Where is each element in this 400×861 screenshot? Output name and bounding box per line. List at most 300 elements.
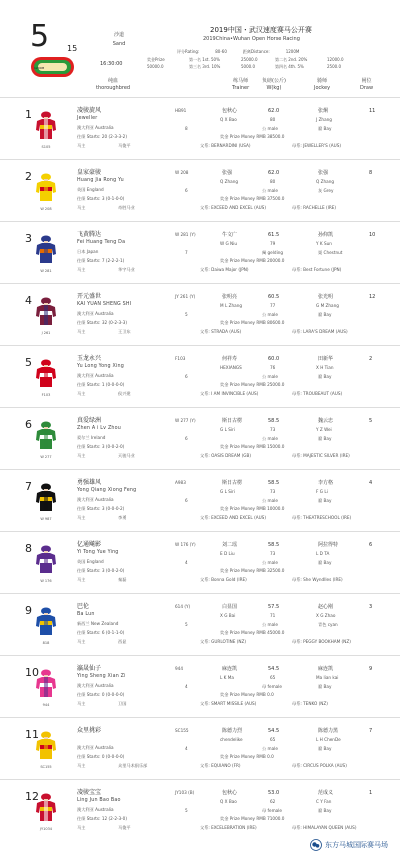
origin: 澳大利亚 Australia	[77, 745, 114, 750]
trainer-cn: 何祥寿	[222, 356, 238, 362]
sex: 阉 gelding	[262, 250, 284, 255]
owner: 华宇马业	[118, 267, 135, 272]
sire: 父系: Bonna Gold (IRE)	[200, 577, 247, 582]
age: 8	[185, 126, 188, 131]
saddle-number: 11	[25, 728, 39, 741]
saddle-number: 7	[25, 480, 32, 493]
horse-name-en: Yu Long Yong Xing	[77, 364, 125, 369]
weight: 54.5	[268, 728, 280, 734]
horse-name-cn[interactable]: 凌骏旋风	[77, 107, 102, 114]
weight: 54.5	[268, 666, 280, 672]
sire: 父系: SMART MISSILE (AUS)	[200, 701, 257, 706]
saddle-number: 3	[25, 232, 32, 245]
saddle-number: 5	[25, 356, 32, 369]
prize-money: 奖金 Prize Money RMB 20000.0	[220, 258, 285, 263]
dam: 母系: TENKO (NZ)	[292, 701, 328, 706]
trainer-cn: 白显国	[222, 604, 238, 610]
horse-code: W 277	[40, 455, 52, 459]
coat-color: 骝 Bay	[318, 374, 332, 379]
trainer-cn: 麻连凯	[222, 666, 238, 672]
surface-info	[104, 31, 134, 48]
sex: 公 male	[262, 622, 278, 627]
trainer-cn: 包秋心	[222, 108, 238, 114]
owner: 侯兴建	[118, 391, 131, 396]
col-weight: 负磅(公斤) W(kg)	[262, 78, 286, 91]
prize-cell: 奖金Prize	[147, 57, 165, 62]
age: 4	[185, 560, 188, 565]
weight: 58.5	[268, 480, 280, 486]
sire: 父系: Daiwa Major (JPN)	[200, 267, 249, 272]
age: 6	[185, 188, 188, 193]
trainer-en: Q X Bao	[220, 799, 237, 804]
horse-name-cn[interactable]: 众里挑彩	[77, 727, 102, 734]
horse-name-cn[interactable]: 真爱绿洲	[77, 417, 102, 424]
runner-count: 15	[67, 44, 78, 53]
rating: 73	[270, 489, 276, 494]
horse-id: SC155	[175, 728, 189, 733]
record: 往绩 Starts: 20 (2-3-3-2)	[77, 134, 127, 139]
jockey-en: X H Tian	[316, 365, 334, 370]
trainer-en: chendelike	[220, 737, 243, 742]
jockey-cn: 孙仰凯	[318, 232, 334, 238]
dam: 母系: She Wyndlles (IRE)	[292, 577, 343, 582]
owner: 秦磊	[118, 577, 127, 582]
prize-cell: 5000.0	[241, 64, 255, 70]
saddle-number: 9	[25, 604, 32, 617]
saddle-number: 4	[25, 294, 32, 307]
jockey-cn: 李方格	[318, 480, 334, 486]
prize-cell: 50000.0	[147, 64, 164, 70]
horse-id: W 277 (Y)	[175, 418, 196, 423]
horse-name-en: Ba Lun	[77, 612, 95, 617]
jockey-cn: 田新华	[318, 356, 334, 362]
record: 往绩 Starts: 3 (0-0-2-0)	[77, 444, 125, 449]
owner-label: 马主	[77, 825, 86, 830]
surface-en: Sand	[112, 40, 126, 47]
dam: 母系: THEATRESCHOOL (IRE)	[292, 515, 352, 520]
prize-money: 奖金 Prize Money RMB 80600.0	[220, 320, 285, 325]
sex: 母 female	[262, 684, 282, 689]
weight: 61.5	[268, 232, 280, 238]
sex: 公 male	[262, 560, 278, 565]
entry-row[interactable]	[0, 717, 400, 779]
jockey-cn: 陈德力黑	[318, 728, 339, 734]
coat-color: 栗 Chestnut	[318, 250, 343, 255]
horse-name-en: KAI YUAN SHENG SHI	[77, 302, 132, 307]
sex: 公 male	[262, 188, 278, 193]
dam: 母系: JEWELLER'S (AUS)	[292, 143, 342, 148]
age: 5	[185, 808, 188, 813]
jockey-silk-icon	[33, 172, 59, 204]
record: 往绩 Starts: 32 (0-2-3-3)	[77, 320, 127, 325]
origin: 澳大利亚 Australia	[77, 497, 114, 502]
jockey-cn: 张强	[318, 170, 329, 176]
jockey-silk-icon	[33, 482, 59, 514]
record: 往绩 Starts: 7 (2-2-2-1)	[77, 258, 125, 263]
trainer-cn: 斯日古楞	[222, 418, 243, 424]
jockey-cn: 麻连凯	[318, 666, 334, 672]
draw: 9	[369, 666, 373, 672]
prize-row	[147, 56, 344, 63]
footer-text: 东方马城国际赛马场	[325, 841, 388, 849]
prize-money: 奖金 Prize Money RMB 15000.0	[220, 444, 285, 449]
jockey-cn: 阿拉得特	[318, 542, 339, 548]
race-time: 16:30:00	[100, 61, 123, 67]
record: 往绩 Starts: 3 (0-1-0-0)	[77, 196, 125, 201]
entry-row[interactable]	[0, 531, 400, 593]
age: 6	[185, 436, 188, 441]
horse-name-en: Jeweller	[77, 116, 98, 121]
sire: 父系: EXCEED AND EXCEL (AUS)	[200, 515, 266, 520]
coat-color: 青色 cyan	[318, 622, 338, 627]
sire: 父系: STRADA (AUS)	[200, 329, 242, 334]
rating-distance-row	[177, 49, 299, 55]
owner-label: 马主	[77, 763, 86, 768]
dam: 母系: HIMALAYAN QUEEN (AUS)	[292, 825, 357, 830]
draw: 10	[369, 232, 376, 238]
jockey-en: X G Zhao	[316, 613, 336, 618]
entry-row[interactable]	[0, 221, 400, 283]
dam: 母系: RACHELLE (IRE)	[292, 205, 337, 210]
origin: 澳大利亚 Australia	[77, 125, 114, 130]
draw: 8	[369, 170, 373, 176]
owner: 王卫东	[118, 329, 131, 334]
origin: 澳大利亚 Australia	[77, 807, 114, 812]
owner-label: 马主	[77, 267, 86, 272]
entry-row[interactable]	[0, 593, 400, 655]
prize-money: 奖金 Prize Money RMB 25000.0	[220, 382, 285, 387]
draw: 1	[369, 790, 373, 796]
coat-color: 骝 Bay	[318, 498, 332, 503]
jockey-cn: 张光明	[318, 294, 334, 300]
horse-id: W 208	[175, 170, 189, 175]
age: 4	[185, 746, 188, 751]
saddle-number: 10	[25, 666, 39, 679]
origin: 英国 England	[77, 559, 104, 564]
race-title-cn: 2019中国・武汉速度赛马公开赛	[210, 26, 312, 34]
trainer-en: HEXIANGS	[220, 365, 242, 370]
owner: 马俊平	[118, 143, 131, 148]
sire: 父系: I AM INVINCIBLE (AUS)	[200, 391, 259, 396]
jockey-silk-icon	[33, 234, 59, 266]
draw: 6	[369, 542, 373, 548]
rating: 77	[270, 303, 276, 308]
origin: 英国 England	[77, 187, 104, 192]
jockey-silk-icon	[33, 420, 59, 452]
trainer-cn: 斯日古楞	[222, 480, 243, 486]
entry-row[interactable]	[0, 97, 400, 159]
record: 往绩 Starts: 0 (0-0-0-0)	[77, 754, 125, 759]
jockey-en: G M Zhang	[316, 303, 339, 308]
weight: 60.5	[268, 294, 280, 300]
jockey-cn: 张炯	[318, 108, 329, 114]
horse-name-en: Yong Qiang Xiong Feng	[77, 488, 137, 493]
record: 往绩 Starts: 6 (0-1-1-0)	[77, 630, 125, 635]
prize-cell: 第四名 4th. 5%	[275, 64, 304, 70]
horse-name-cn[interactable]: 瀛晟仙子	[77, 665, 102, 672]
owner-label: 马主	[77, 453, 86, 458]
sire: 父系: EXCEED AND EXCEL (AUS)	[200, 205, 266, 210]
prize-cell: 2500.0	[327, 64, 341, 70]
age: 5	[185, 312, 188, 317]
trainer-en: W G Niu	[220, 241, 237, 246]
origin: 爱尔兰 Ireland	[77, 435, 106, 440]
horse-code: W 208	[40, 207, 52, 211]
weight: 57.5	[268, 604, 280, 610]
jockey-cn: 赵心刚	[318, 604, 334, 610]
origin: 日本 Japan	[77, 249, 99, 254]
coat-color: 灰 Grey	[318, 188, 334, 193]
weight: 58.5	[268, 542, 280, 548]
weight: 60.0	[268, 356, 280, 362]
horse-name-cn[interactable]: 玉龙永兴	[77, 355, 102, 362]
horse-id: HB91	[175, 108, 187, 113]
owner: 卫国	[118, 701, 127, 706]
trainer-en: X G Bai	[220, 613, 236, 618]
jockey-silk-icon	[33, 296, 59, 328]
draw: 3	[369, 604, 373, 610]
jockey-en: J Zhang	[316, 117, 332, 122]
coat-color: 骝 Bay	[318, 312, 332, 317]
surface-cn: 沙道	[113, 32, 124, 38]
prize-cell: 第二名 2nd. 20%	[275, 57, 308, 62]
rating: 80	[270, 179, 276, 184]
rating-range: 80-60	[215, 49, 227, 54]
dam: 母系: CIRCUS POLKA (AUS)	[292, 763, 347, 768]
rating: 73	[270, 551, 276, 556]
prize-money: 奖金 Prize Money RMB 0.0	[220, 692, 274, 697]
trainer-cn: 包秋心	[222, 790, 238, 796]
age: 6	[185, 498, 188, 503]
jockey-silk-icon	[33, 110, 59, 142]
prize-cell: 第三名 3rd. 10%	[189, 64, 221, 70]
rating: 65	[270, 737, 276, 742]
horse-id: A983	[175, 480, 186, 485]
entry-row[interactable]	[0, 779, 400, 841]
dam: 母系: MAJESTIC SILVER (IRE)	[292, 453, 350, 458]
draw: 2	[369, 356, 373, 362]
trainer-en: M L Zhang	[220, 303, 243, 308]
prize-money: 奖金 Prize Money RMB 10000.0	[220, 506, 285, 511]
sex: 公 male	[262, 312, 278, 317]
jockey-en: F G Li	[316, 489, 328, 494]
record: 往绩 Starts: 3 (0-0-0-2)	[77, 506, 125, 511]
jockey-silk-icon	[33, 730, 59, 762]
horse-name-en: Huang Jia Rong Yu	[77, 178, 124, 183]
trainer-en: L K Ma	[220, 675, 234, 680]
record: 往绩 Starts: 3 (0-0-2-0)	[77, 568, 125, 573]
draw: 5	[369, 418, 373, 424]
horse-code: F103	[41, 393, 51, 397]
jockey-en: L D TA	[316, 551, 330, 556]
trainer-cn: 张强	[222, 170, 233, 176]
owner-label: 马主	[77, 143, 86, 148]
rating: 71	[270, 613, 276, 618]
trainer-en: E D Liu	[220, 551, 235, 556]
entry-row[interactable]	[0, 345, 400, 407]
horse-name-cn[interactable]: 巴伦	[77, 603, 90, 610]
wechat-logo-icon	[310, 839, 322, 851]
horse-id: F103	[175, 356, 186, 361]
trainer-cn: 张明亮	[222, 294, 238, 300]
prize-row	[147, 63, 344, 70]
jockey-en: Y K Sun	[316, 241, 332, 246]
horse-code: W 281	[40, 269, 52, 273]
jockey-silk-icon	[33, 544, 59, 576]
age: 6	[185, 374, 188, 379]
saddle-number: 6	[25, 418, 32, 431]
draw: 4	[369, 480, 373, 486]
draw: 7	[369, 728, 373, 734]
entry-row[interactable]	[0, 283, 400, 345]
horse-name-en: Zhen A i Lv Zhou	[77, 426, 122, 431]
horse-code: 818	[42, 641, 50, 645]
jockey-en: Ma lian kai	[316, 675, 339, 680]
horse-name-cn[interactable]: 飞黄腾达	[77, 231, 102, 238]
jockey-en: L H ChenDe	[316, 737, 341, 742]
prize-money: 奖金 Prize Money RMB 71000.0	[220, 816, 285, 821]
sex: 公 male	[262, 126, 278, 131]
origin: 新西兰 New Zealand	[77, 621, 119, 626]
distance-label: 距离Distance:	[242, 49, 270, 54]
jockey-cn: 范成义	[318, 790, 334, 796]
horse-code: JY1034	[39, 827, 53, 831]
prize-cell: 12000.0	[327, 57, 344, 62]
owner: 李勇	[118, 515, 127, 520]
sire: 父系: GURLOTINE (NZ)	[200, 639, 246, 644]
jockey-silk-icon	[33, 668, 59, 700]
trainer-cn: 刘二瑶	[222, 542, 238, 548]
sire: 父系: BERNARDINI (USA)	[200, 143, 251, 148]
horse-id: JY103 (B)	[175, 790, 195, 795]
horse-name-cn[interactable]: 凌骏宝宝	[77, 789, 102, 796]
footer-brand	[310, 839, 388, 851]
horse-name-en: Yi Tong Yue Ying	[77, 550, 119, 555]
horse-name-cn[interactable]: 亿通飚影	[77, 541, 102, 548]
trainer-cn: 陈德力烈	[222, 728, 243, 734]
owner-label: 马主	[77, 701, 86, 706]
saddle-number: 2	[25, 170, 32, 183]
owner-label: 马主	[77, 515, 86, 520]
entry-row[interactable]	[0, 469, 400, 531]
owner: 众里马术俱乐部	[118, 763, 148, 768]
prize-money: 奖金 Prize Money RMB 45000.0	[220, 630, 285, 635]
age: 7	[185, 250, 188, 255]
prize-cell: 25000.0	[241, 57, 258, 62]
coat-color: 骝 Bay	[318, 808, 332, 813]
horse-name-cn[interactable]: 勇强雄风	[77, 479, 102, 486]
age: 4	[185, 684, 188, 689]
dam: 母系: Best Fortune (JPN)	[292, 267, 342, 272]
weight: 62.0	[268, 108, 280, 114]
prize-money: 奖金 Prize Money RMB 0.0	[220, 754, 274, 759]
jockey-silk-icon	[33, 606, 59, 638]
entry-row[interactable]	[0, 159, 400, 221]
record: 往绩 Starts: 12 (2-2-3-0)	[77, 816, 127, 821]
record: 往绩 Starts: 1 (0-0-0-0)	[77, 382, 125, 387]
jockey-silk-icon	[33, 358, 59, 390]
origin: 澳大利亚 Australia	[77, 311, 114, 316]
origin: 澳大利亚 Australia	[77, 683, 114, 688]
dam: 母系: LARA'S DREAM (AUS)	[292, 329, 348, 334]
jockey-cn: 魏云忠	[318, 418, 334, 424]
origin: 澳大利亚 Australia	[77, 373, 114, 378]
entry-row[interactable]	[0, 407, 400, 469]
track-code: 1200M	[34, 66, 45, 70]
horse-code: SC155	[40, 765, 52, 769]
coat-color: 骝 Bay	[318, 126, 332, 131]
horse-code: W 987	[40, 517, 52, 521]
owner-label: 马主	[77, 205, 86, 210]
rating: 73	[270, 427, 276, 432]
horse-name-en: Ling Jun Bao Bao	[77, 798, 121, 803]
trainer-en: G L Siri	[220, 489, 235, 494]
race-header	[0, 0, 400, 95]
jockey-en: Y Z Wei	[316, 427, 332, 432]
saddle-number: 8	[25, 542, 32, 555]
owner-label: 马主	[77, 639, 86, 644]
weight: 53.0	[268, 790, 280, 796]
prize-table	[147, 56, 344, 70]
sire: 父系: EQUIANO (FR)	[200, 763, 241, 768]
horse-id: W 281 (Y)	[175, 232, 196, 237]
rating: 80	[270, 117, 276, 122]
entry-row[interactable]	[0, 655, 400, 717]
owner: 马俊平	[118, 825, 131, 830]
sire: 父系: EXCELEBRATION (IRE)	[200, 825, 257, 830]
horse-code: J 261	[41, 331, 51, 335]
horse-code: 944	[42, 703, 50, 707]
owner-label: 马主	[77, 577, 86, 582]
track-icon	[30, 55, 75, 79]
prize-money: 奖金 Prize Money RMB 38500.0	[220, 134, 285, 139]
dam: 母系: PEGGY BOOKHAM (NZ)	[292, 639, 351, 644]
saddle-number: 1	[25, 108, 32, 121]
rating: 65	[270, 675, 276, 680]
horse-code: W 176	[40, 579, 52, 583]
prize-money: 奖金 Prize Money RMB 32500.0	[220, 568, 285, 573]
coat-color: 骝 Bay	[318, 684, 332, 689]
col-draw: 闸位 Draw	[360, 78, 374, 91]
horse-name-cn[interactable]: 皇家豪骏	[77, 169, 102, 176]
age: 5	[185, 622, 188, 627]
coat-color: 骝 Bay	[318, 560, 332, 565]
weight: 62.0	[268, 170, 280, 176]
owner: 奇胜马业	[118, 205, 135, 210]
trainer-cn: 牛文广	[222, 232, 238, 238]
trainer-en: Q Zhang	[220, 179, 239, 184]
race-number: 5	[30, 19, 50, 54]
owner: 天骏马业	[118, 453, 135, 458]
horse-name-en: Ying Sheng Xian Zi	[77, 674, 126, 679]
sex: 公 male	[262, 746, 278, 751]
horse-id: W 176 (Y)	[175, 542, 196, 547]
trainer-en: Q X Bao	[220, 117, 237, 122]
race-title-en: 2019China•Wuhan Open Horse Racing	[203, 36, 300, 42]
col-breed: 纯血 thoroughbred	[96, 78, 131, 91]
rating: 62	[270, 799, 276, 804]
draw: 12	[369, 294, 376, 300]
sex: 母 female	[262, 808, 282, 813]
dam: 母系: TROUBEAUT (AUS)	[292, 391, 343, 396]
horse-id: 614 (Y)	[175, 604, 191, 609]
col-jockey: 骑师 Jockey	[314, 78, 331, 91]
rating: 79	[270, 241, 276, 246]
horse-name-cn[interactable]: 开元盛世	[77, 293, 102, 300]
draw: 11	[369, 108, 376, 114]
horse-code: S105	[41, 145, 51, 149]
horse-id: JY 261 (Y)	[175, 294, 196, 299]
